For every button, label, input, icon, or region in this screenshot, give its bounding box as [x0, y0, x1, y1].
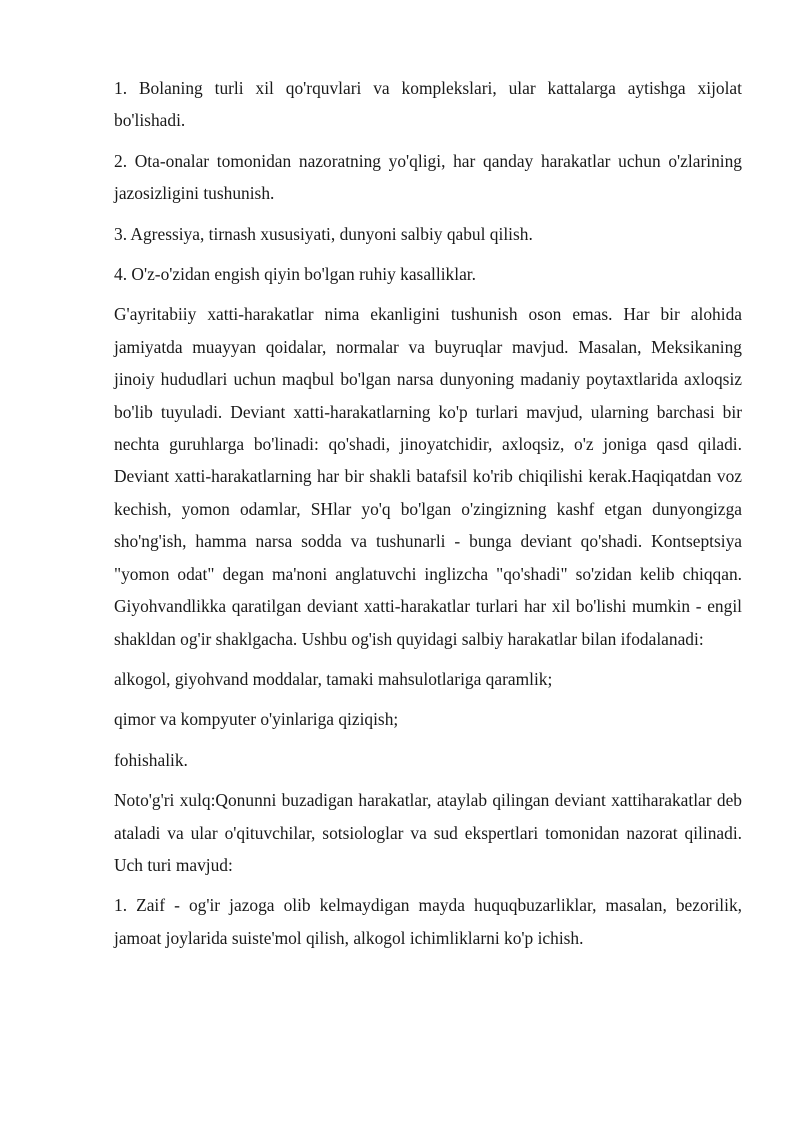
body-paragraph-misconduct: Noto'g'ri xulq:Qonunni buzadigan harakatlar, ataylab qilingan deviant xattiharakatlar deb ataladi va ular o'qituvchilar, sotsiologlar va sud ekspertlari tomonidan nazorat qilinadi. Uch turi mavjud: — [114, 790, 742, 875]
list-item-2: 2. Ota-onalar tomonidan nazoratning yo'qligi, har qanday harakatlar uchun o'zlarining jazosizligini tushunish. — [114, 150, 742, 204]
list-item-4: 4. O'z-o'zidan engish qiyin bo'lgan ruhiy kasalliklar. — [114, 264, 476, 285]
list-item-3: 3. Agressiya, tirnash xususiyati, dunyoni salbiy qabul qilish. — [114, 223, 533, 244]
bullet-line-addiction: alkogol, giyohvand moddalar, tamaki mahsulotlariga qaramlik; — [114, 668, 553, 689]
bullet-line-gambling: qimor va kompyuter o'yinlariga qiziqish; — [114, 709, 399, 730]
body-paragraph-deviant-behavior: G'ayritabiiy xatti-harakatlar nima ekanligini tushunish oson emas. Har bir alohida jamiyatda muayyan qoidalar, normalar va buyruqlar mavjud. Masalan, Meksikaning jinoiy hududlari uchun maqbul bo'lgan narsa dunyoning madaniy poytaxtlarida axloqsiz bo'lib tuyuladi. Deviant xatti-harakatlarning ko'p turlari mavjud, ularning barchasi bir nechta guruhlarga bo'linadi: qo'shadi, jinoyatchidir, axloqsiz, o'z joniga qasd qiladi. Deviant xatti-harakatlarning har bir shakli batafsil ko'rib chiqilishi kerak.Haqiqatdan voz kechish, yomon odamlar, SHlar yo'q bo'lgan o'zingizning kashf etgan dunyongizga sho'ng'ish, hamma narsa sodda va tushunarli - bunga deviant qo'shadi. Kontseptsiya "yomon odat" degan ma'noni anglatuvchi inglizcha "qo'shadi" so'zidan kelib chiqqan. Giyohvandlikka qaratilgan deviant xatti-harakatlar turlari har xil bo'lishi mumkin - engil shakldan og'ir shaklgacha. Ushbu og'ish quyidagi salbiy harakatlar bilan ifodalanadi: — [114, 304, 742, 649]
list-item-weak-offenses: 1. Zaif - og'ir jazoga olib kelmaydigan mayda huquqbuzarliklar, masalan, bezorilik, jamoat joylarida suiste'mol qilish, alkogol ichimliklarni ko'p ichish. — [114, 895, 742, 948]
document-page — [114, 72, 742, 962]
list-item-1: 1. Bolaning turli xil qo'rquvlari va komplekslari, ular kattalarga aytishga xijolat bo'lishadi. — [114, 78, 742, 131]
bullet-line-prostitution: fohishalik. — [114, 749, 188, 770]
